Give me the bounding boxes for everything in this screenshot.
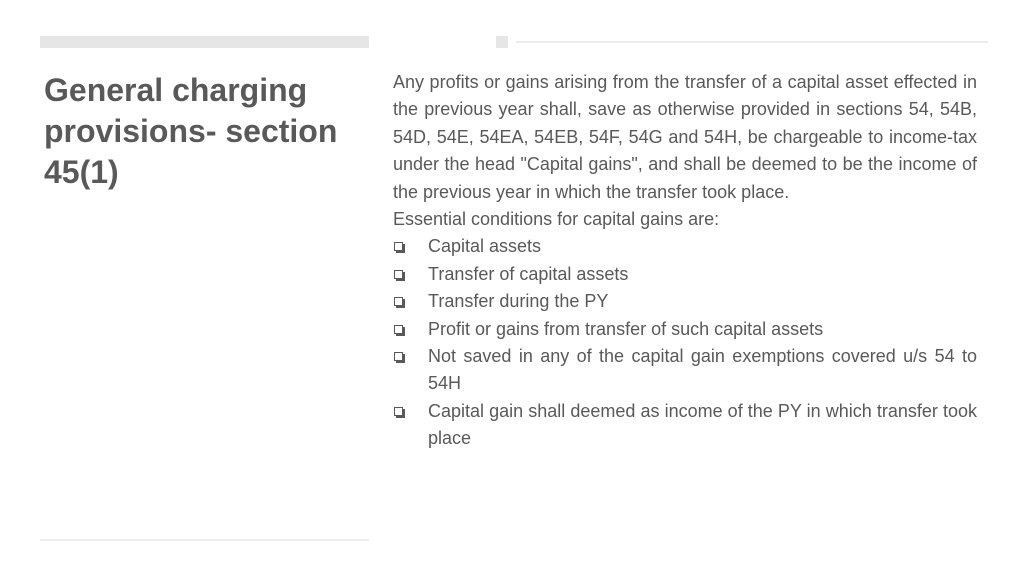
conditions-list xyxy=(393,233,977,452)
list-item xyxy=(393,316,977,343)
list-item-text: Capital gain shall deemed as income of the PY in which transfer took place xyxy=(428,400,977,449)
list-item xyxy=(393,233,977,260)
top-decorative-bar xyxy=(40,36,369,48)
intro-paragraph: Any profits or gains arising from the transfer of a capital asset effected in the previous year shall, save as otherwise provided in sections 54, 54B, 54D, 54E, 54EA, 54EB, 54F, 54G and 54H, be chargeable to income-tax under the head "Capital gains", and shall be deemed to be the income of the previous year in which the transfer took place. xyxy=(393,72,977,202)
list-item xyxy=(393,288,977,315)
list-item-text: Transfer of capital assets xyxy=(428,263,629,284)
conditions-heading: Essential conditions for capital gains are: xyxy=(393,209,720,230)
list-item xyxy=(393,398,977,453)
bottom-divider-line xyxy=(40,539,369,541)
list-item-text: Transfer during the PY xyxy=(428,291,609,312)
checkbox-square-icon xyxy=(394,242,403,251)
list-item-text: Not saved in any of the capital gain exemptions covered u/s 54 to 54H xyxy=(428,346,977,394)
checkbox-square-icon xyxy=(394,297,403,306)
list-item xyxy=(393,343,977,398)
top-divider-line xyxy=(516,41,988,43)
list-item xyxy=(393,261,977,288)
list-item-text: Capital assets xyxy=(428,236,542,257)
slide-body xyxy=(393,69,977,453)
checkbox-square-icon xyxy=(394,352,403,361)
top-decorative-square xyxy=(496,36,508,48)
checkbox-square-icon xyxy=(394,407,403,416)
checkbox-square-icon xyxy=(394,325,403,334)
list-item-text: Profit or gains from transfer of such capital assets xyxy=(428,318,824,339)
checkbox-square-icon xyxy=(394,270,403,279)
slide-title: General charging provisions- section 45(1) xyxy=(44,72,338,190)
